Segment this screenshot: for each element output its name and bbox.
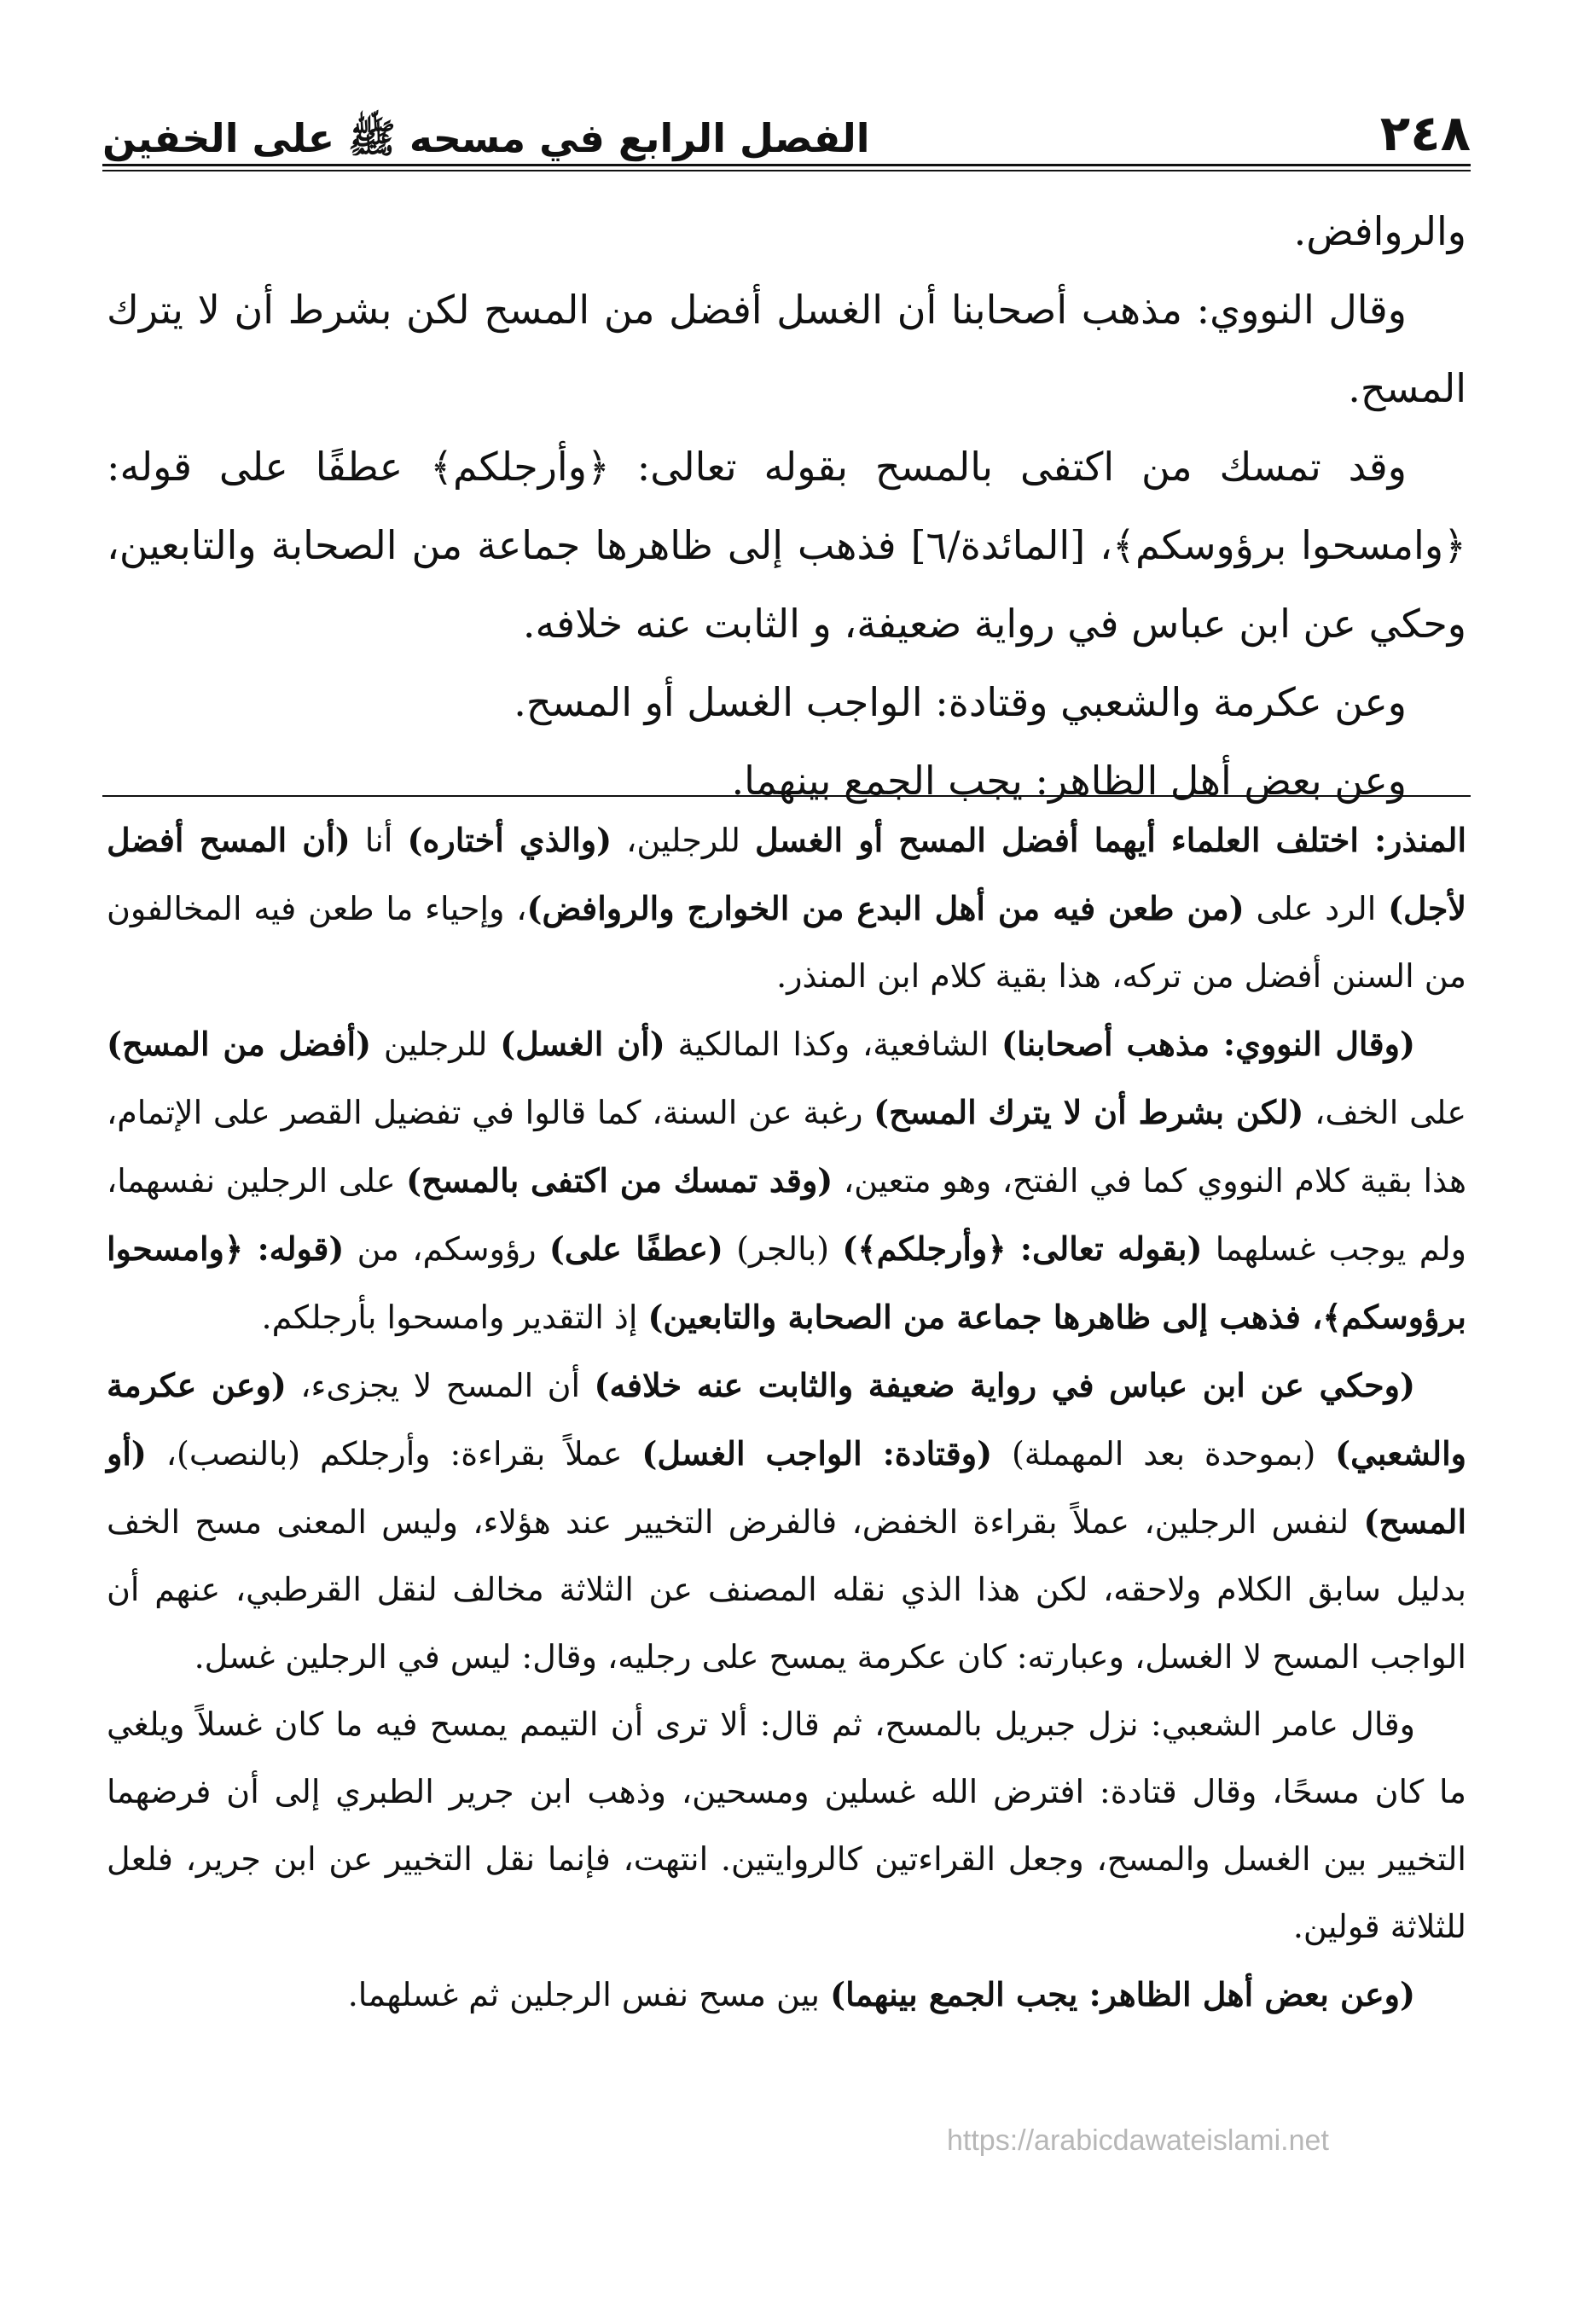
bold-phrase: (وعن عكرمة والشعبي) — [107, 1366, 1466, 1473]
running-title: الفصل الرابع في مسحه ﷺ على الخفين — [102, 115, 870, 161]
text-run: للرجلين — [371, 1025, 501, 1063]
bold-phrase: (وحكي عن ابن عباس في رواية ضعيفة والثابت عنه خلافه) — [594, 1366, 1415, 1404]
bold-phrase: (عطفًا على) — [549, 1229, 723, 1268]
bold-phrase: (والذي أختاره) — [407, 821, 612, 859]
bold-phrase: (من طعن فيه من أهل البدع من الخوارج والروافض) — [526, 889, 1245, 927]
text-run: إذ التقدير وامسحوا بأرجلكم. — [261, 1299, 648, 1336]
bold-phrase: (وقتادة: الواجب الغسل) — [641, 1434, 993, 1473]
commentary-paragraph — [107, 1351, 1466, 1691]
main-paragraph: وعن عكرمة والشعبي وقتادة: الواجب الغسل أو المسح. — [514, 679, 1407, 725]
page-header — [102, 81, 1471, 162]
main-paragraph: وعن بعض أهل الظاهر: يجب الجمع بينهما. — [731, 758, 1407, 804]
text-run: على الخف، — [1303, 1094, 1466, 1131]
bold-phrase: (وقد تمسك من اكتفى بالمسح) — [406, 1161, 833, 1200]
commentary-paragraph — [107, 806, 1466, 1010]
text-run: وقال عامر الشعبي: نزل جبريل بالمسح، ثم قال: ألا ترى أن التيمم يمسح فيه ما كان غسلاً ويلغي ما كان مسحًا، وقال قتادة: افترض الله غسلين ومسحين، وذهب ابن جرير الطبري إلى أن فرضهما التخيير بين الغسل والمسح، وجعل القراءتين كالروايتين. انتهت، فإنما نقل التخيير عن ابن جرير، فلعل للثلاثة قولين. — [107, 1705, 1466, 1945]
header-rule-inner — [102, 170, 1471, 171]
watermark-url: https://arabicdawateislami.net — [947, 2124, 1329, 2157]
text-run: أنا — [350, 822, 408, 859]
text-run: للرجلين، — [612, 822, 755, 859]
text-run: عملاً بقراءة: وأرجلكم (بالنصب)، — [146, 1435, 642, 1473]
commentary-text — [107, 806, 1466, 2029]
text-run: على الرجلين نفسهما، ولم يوجب غسلهما — [107, 1162, 1467, 1268]
bold-phrase: (قوله: ﴿وامسحوا برؤوسكم﴾، فذهب إلى ظاهرها جماعة من الصحابة والتابعين) — [107, 1229, 1466, 1336]
text-run: بين مسح نفس الرجلين ثم غسلهما. — [347, 1976, 831, 2013]
main-paragraph: وقال النووي: مذهب أصحابنا أن الغسل أفضل من المسح لكن بشرط أن لا يترك المسح. — [107, 287, 1466, 411]
commentary-paragraph — [107, 1010, 1466, 1351]
page-number: ٢٤٨ — [1379, 104, 1471, 162]
text-run: رغبة عن السنة، كما قالوا في تفضيل القصر على الإتمام، هذا بقية كلام النووي كما في الفتح، وهو متعين، — [107, 1094, 1466, 1200]
text-run: الشافعية، وكذا المالكية — [665, 1025, 1002, 1063]
main-text — [107, 192, 1466, 820]
bold-phrase: (أن المسح أفضل لأجل) — [107, 821, 1466, 927]
bold-phrase: (أو المسح) — [107, 1434, 1466, 1541]
bold-phrase: (وعن بعض أهل الظاهر: يجب الجمع بينهما) — [830, 1975, 1415, 2013]
text-run: الرد على — [1244, 890, 1389, 927]
main-paragraph: وقد تمسك من اكتفى بالمسح بقوله تعالى: ﴿وأرجلكم﴾ عطفًا على قوله: ﴿وامسحوا برؤوسكم﴾، [المائدة/٦] فذهب إلى ظاهرها جماعة من الصحابة والتابعين، وحكي عن ابن عباس في رواية ضعيفة، و الثابت عنه خلافه. — [107, 444, 1466, 647]
commentary-paragraph — [107, 1961, 1466, 2029]
text-run: (بالجر) — [723, 1230, 843, 1268]
text-run: رؤوسكم، من — [344, 1230, 549, 1268]
footnote-separator — [102, 795, 1471, 797]
bold-phrase: (وقال النووي: مذهب أصحابنا) — [1001, 1025, 1416, 1063]
text-run: (بموحدة بعد المهملة) — [992, 1435, 1336, 1473]
bold-phrase: (أفضل من المسح) — [107, 1025, 372, 1063]
bold-phrase: (لكن بشرط أن لا يترك المسح) — [874, 1093, 1304, 1131]
bold-phrase: (أن الغسل) — [500, 1025, 665, 1063]
main-paragraph: والروافض. — [1293, 208, 1466, 254]
text-run: أن المسح لا يجزىء، — [286, 1367, 595, 1404]
text-run: لنفس الرجلين، عملاً بقراءة الخفض، فالفرض التخيير عند هؤلاء، وليس المعنى مسح الخف بدليل سابق الكلام ولاحقه، لكن هذا الذي نقله المصنف عن الثلاثة مخالف لنقل القرطبي، عنهم أن الواجب المسح لا الغسل، وعبارته: كان عكرمة يمسح على رجليه، وقال: ليس في الرجلين غسل. — [107, 1503, 1467, 1676]
bold-phrase: (بقوله تعالى: ﴿وأرجلكم﴾) — [842, 1229, 1203, 1268]
text-run: ، وإحياء ما طعن فيه المخالفون من السنن أفضل من تركه، هذا بقية كلام ابن المنذر. — [107, 890, 1466, 995]
bold-phrase: المنذر: اختلف العلماء أيهما أفضل المسح أو الغسل — [754, 821, 1467, 859]
header-rule — [102, 164, 1471, 166]
commentary-paragraph — [107, 1691, 1466, 1961]
